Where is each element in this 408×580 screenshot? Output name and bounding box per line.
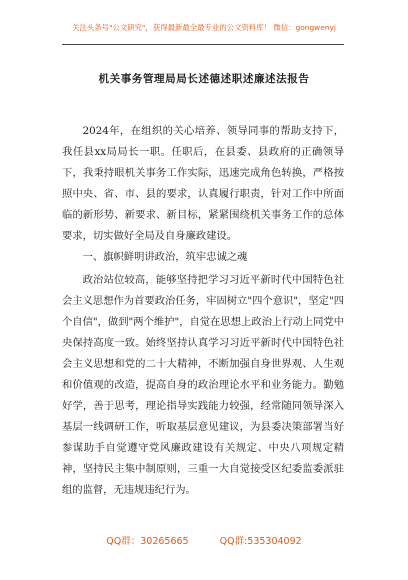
header-divider — [62, 44, 344, 45]
footer-contact — [0, 533, 408, 547]
promo-banner: 关注头条号"公文研究"，获得最新最全最专业的公文资料库！ 微信：gongwenyj — [72, 23, 336, 32]
document-title: 机关事务管理局局长述德述职述廉述法报告 — [98, 73, 310, 85]
intro-paragraph: 2024年，在组织的关心培养、领导同事的帮助支持下，我任县xx局局长一职。任职后，在县委、县政府的正确领导下，我秉持眼机关事务工作实际，迅速完成角色转换，严格按照中央、省、市、县的要求，认真履行职责，针对工作中所面临的新形势、新要求、新目标，紧紧围绕机关事务工作的总体要求，切实做好全局及自身廉政建设。 — [62, 125, 344, 242]
section-heading: 一、旗帜鲜明讲政治，筑牢忠诚之魂 — [82, 251, 248, 263]
body-paragraph: 政治站位较高，能够坚持把学习习近平新时代中国特色社会主义思想作为首要政治任务，牢固树立"四个意识"，坚定"四个自信"，做到"两个维护"，自觉在思想上政治上行动上同党中央保持高度一致。始终坚持认真学习习近平新时代中国特色社会主义思想和党的二十大精神，不断加强自身世界观、人生观和价值观的改造，提高自身的政治理论水平和业务能力。勤勉好学，善于思考，理论指导实践能力较强，经常随同领导深入基层一线调研工作，听取基层意见建议，为县委决策部署当好参谋助手自觉遵守党风廉政建设有关规定、中央八项规定精神，坚持民主集中制原则，三重一大自觉接受区纪委监委派驻组的监督，无违规违纪行为。 — [62, 274, 344, 496]
qq-group-1: QQ群：30265665 — [106, 536, 189, 547]
qq-group-2: QQ群:535304092 — [219, 536, 302, 547]
